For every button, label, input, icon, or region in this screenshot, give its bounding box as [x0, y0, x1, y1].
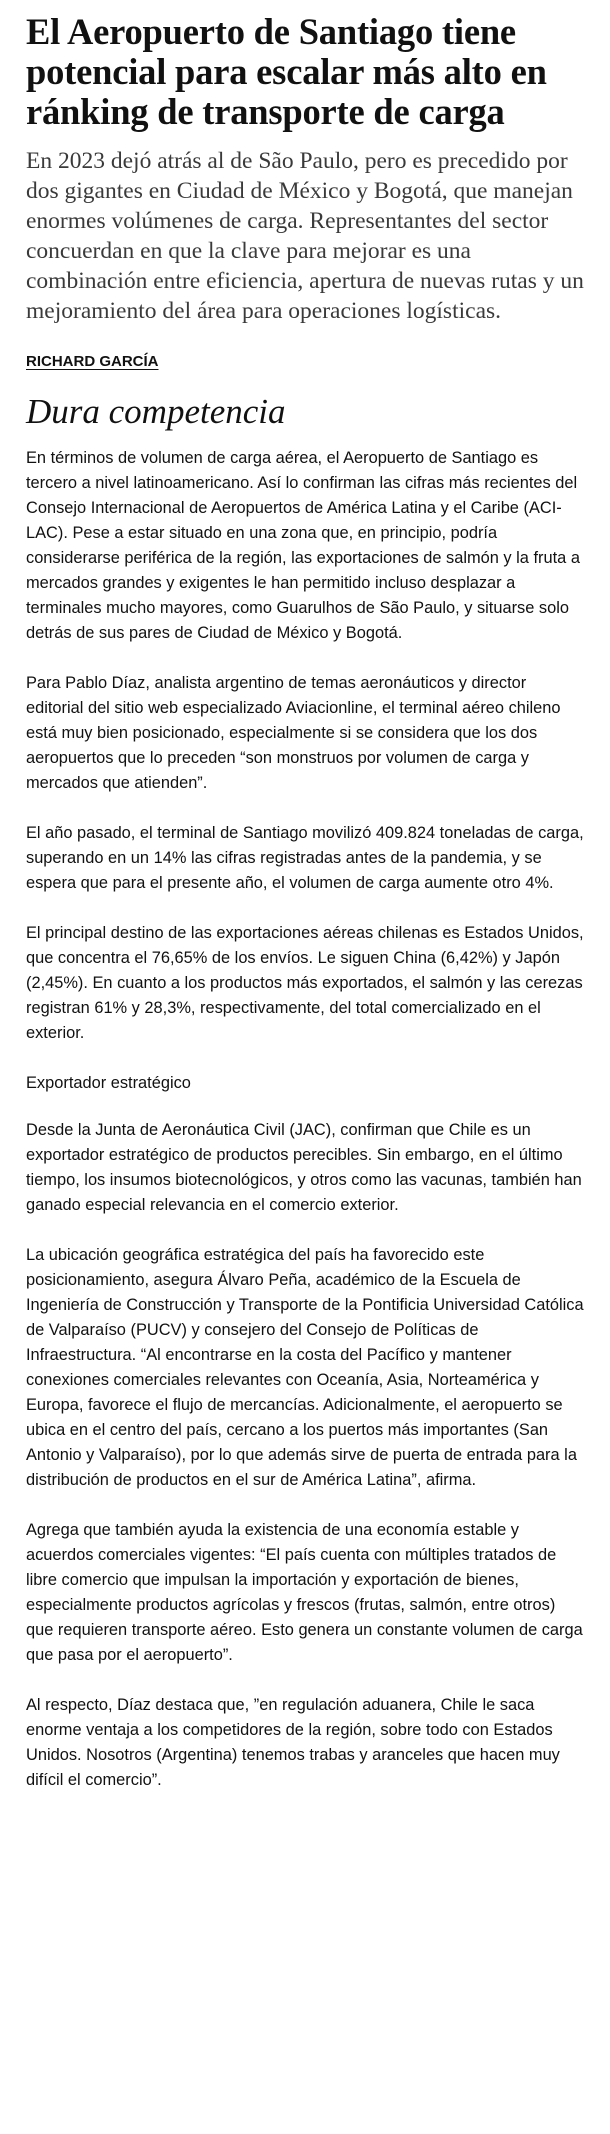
body-paragraph: Desde la Junta de Aeronáutica Civil (JAC), confirman que Chile es un exportador estratégico de productos perecibles. Sin embargo, en el último tiempo, los insumos biotecnológicos, y otros como las vacunas, también han ganado especial relevancia en el comercio exterior.	[26, 1121, 582, 1214]
body-paragraph: Agrega que también ayuda la existencia de una economía estable y acuerdos comerciales vigentes: “El país cuenta con múltiples tratados de libre comercio que impulsan la importación y exportación de bienes, especialmente productos agrícolas y frescos (frutas, salmón, entre otros) que requieren transporte aéreo. Esto genera un constante volumen de carga que pasa por el aeropuerto”.	[26, 1521, 583, 1664]
author-byline-link[interactable]: RICHARD GARCÍA	[26, 353, 159, 370]
body-paragraph: Al respecto, Díaz destaca que, ”en regulación aduanera, Chile le saca enorme ventaja a los competidores de la región, sobre todo con Estados Unidos. Nosotros (Argentina) tenemos trabas y aranceles que hacen muy difícil el comercio”.	[26, 1696, 560, 1789]
section-heading: Dura competencia	[26, 392, 286, 431]
body-paragraph: El año pasado, el terminal de Santiago movilizó 409.824 toneladas de carga, superando en un 14% las cifras registradas antes de la pandemia, y se espera que para el presente año, el volumen de carga aumente otro 4%.	[26, 824, 584, 892]
body-paragraph: Para Pablo Díaz, analista argentino de temas aeronáuticos y director editorial del sitio web especializado Aviacionline, el terminal aéreo chileno está muy bien posicionado, especialmente si se considera que los dos aeropuertos que lo preceden “son monstruos por volumen de carga y mercados que atienden”.	[26, 674, 561, 792]
body-paragraph: El principal destino de las exportaciones aéreas chilenas es Estados Unidos, que concentra el 76,65% de los envíos. Le siguen China (6,42%) y Japón (2,45%). En cuanto a los productos más exportados, el salmón y las cerezas registran 61% y 28,3%, respectivamente, del total comercializado en el exterior.	[26, 924, 584, 1042]
headline: El Aeropuerto de Santiago tiene potencial para escalar más alto en ránking de transporte de carga	[26, 11, 547, 132]
body-paragraph: La ubicación geográfica estratégica del país ha favorecido este posicionamiento, asegura Álvaro Peña, académico de la Escuela de Ingeniería de Construcción y Transporte de la Pontificia Universidad Católica de Valparaíso (PUCV) y consejero del Consejo de Políticas de Infraestructura. “Al encontrarse en la costa del Pacífico y mantener conexiones comerciales relevantes con Oceanía, Asia, Norteamérica y Europa, favorece el flujo de mercancías. Adicionalmente, el aeropuerto se ubica en el centro del país, cercano a los puertos más importantes (San Antonio y Valparaíso), por lo que además sirve de puerta de entrada para la distribución de productos en el sur de América Latina”, afirma.	[26, 1246, 584, 1489]
subheading: Exportador estratégico	[26, 1074, 191, 1092]
body-paragraph: En términos de volumen de carga aérea, el Aeropuerto de Santiago es tercero a nivel latinoamericano. Así lo confirman las cifras más recientes del Consejo Internacional de Aeropuertos de América Latina y el Caribe (ACI-LAC). Pese a estar situado en una zona que, en principio, podría considerarse periférica de la región, las exportaciones de salmón y la fruta a mercados grandes y exigentes le han permitido incluso desplazar a terminales mucho mayores, como Guarulhos de São Paulo, y situarse solo detrás de sus pares de Ciudad de México y Bogotá.	[26, 449, 580, 642]
article-summary: En 2023 dejó atrás al de São Paulo, pero es precedido por dos gigantes en Ciudad de México y Bogotá, que manejan enormes volúmenes de carga. Representantes del sector concuerdan en que la clave para mejorar es una combinación entre eficiencia, apertura de nuevas rutas y un mejoramiento del área para operaciones logísticas.	[26, 148, 584, 324]
